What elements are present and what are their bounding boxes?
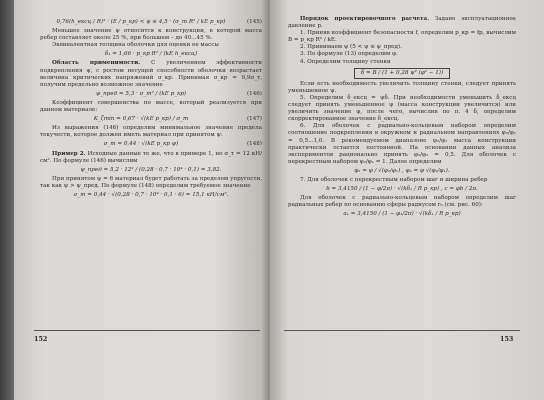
step-4: 4. Определим толщину стенки	[300, 58, 391, 65]
paragraph: Эквивалентная толщина оболочки для оценки ее массы	[52, 42, 219, 49]
paragraph: Меньшее значение ψ относится к конструкции, в которой масса ребер составляет около 25 %, при большем – до 40...45 %.	[40, 28, 262, 42]
equation-148-expression: σ_т = 0,44 · √(kE p_кр ψ)	[103, 141, 179, 148]
equation-145	[40, 19, 262, 26]
equation-147	[40, 116, 262, 123]
paragraph-text: С увеличением эффективности подкрепления ψ, с ростом несущей способности оболочки возрастает величина критических напряжений σ_кр. Принимая σ_кр = 0,9σ_т, получим предельно возможное значение	[40, 60, 263, 88]
example-lead: Пример 2.	[52, 150, 86, 157]
left-page	[14, 0, 266, 400]
right-page-content	[288, 16, 516, 220]
equation-148-number: (148)	[246, 141, 262, 148]
page-number: 152	[34, 335, 48, 343]
paragraph-text: Исходные данные те же, что в примере 1, но σ_т = 12 кН/см². По формуле (146) вычислим	[40, 150, 262, 164]
paragraph-text: Задано эксплуатационное давление p.	[288, 16, 516, 30]
step-5: 5. Определим δ_ексц = ψδ. При необходимости уменьшить δ_ексц следует принять уменьшенное ψ (масса конструкции увеличится) или увеличить значение φ, после чего, вычислив по п. 4 δ, определим скорректированное значение δ_ексц.	[288, 94, 516, 123]
equation-delta1: δ₁ = 1,66 · p_кр R² / (kE h_ексц)	[104, 51, 198, 58]
equation-148	[40, 141, 262, 148]
paragraph: При принятом ψ = 6 материал будет работать за пределом упругости, так как ψ > ψ_пред. По формуле (148) определим требуемое значение	[40, 175, 262, 189]
footer-rule	[284, 330, 520, 331]
step-6: 6. Для оболочек с радиально-кольцевым набором определим соотношение подкрепления в окружном и радиальном направлениях φ₂/φ₁ = 0,5...1,0. В рекомендуемом диапазоне φ₂/φ₁ масса конструкции практически остается постоянной. На основании данных анализа экспериментов рационально принять φ₂/φ₁ = 0,5. Для оболочек с перекрестным набором φ₂/φ₁ = 1. Далее определим	[288, 123, 516, 165]
equation-147-expression: K_ζmin = 0,67 · √(kE p_кр) / σ_т	[93, 116, 189, 123]
equation-delta-box: δ = B / (1 + 0,28 ψ² (φ² − 1))	[354, 68, 450, 79]
footer-rule	[34, 330, 260, 331]
paragraph-example	[40, 151, 262, 165]
equation-a1: a₁ = 3,4150 / (1 − φ₁/2π) · √(kδ₁ / R p_кр)	[343, 211, 461, 218]
equation-147-number: (147)	[246, 116, 262, 123]
calculation-psi: ψ_пред = 5,2 · 12² / (0,28 · 0,7 · 10⁴ · 0,1) = 3,82.	[80, 166, 222, 173]
equation-145-expression: 0,76(h_ексц / R)² · (E / p_кр) < ψ ≤ 4,5 · (σ_т R² / kE p_кр)	[56, 19, 226, 25]
equation-delta	[288, 68, 516, 79]
page-number: 153	[500, 335, 514, 343]
paragraph-procedure	[288, 16, 516, 30]
paragraph: Из выражения (146) определим минимальное значение предела текучести, которое должен иметь материал при принятом ψ:	[40, 125, 262, 139]
equation-146	[40, 91, 262, 98]
equation-146-number: (146)	[246, 90, 262, 97]
right-page	[270, 0, 544, 400]
equation-145-number: (145)	[246, 19, 262, 25]
equation-146-expression: ψ_пред = 5,3 · σ_т² / (kE p_кр)	[95, 90, 187, 97]
step-3: 3. По формуле (13) определим φ.	[300, 51, 398, 58]
step-7: 7. Для оболочек с перекрестным набором шаг и ширина ребер	[300, 176, 488, 183]
paragraph: Если есть необходимость увеличить толщину стенки, следует принять уменьшенное ψ.	[288, 80, 516, 94]
paragraph: Коэффициент совершенства по массе, который реализуется при данном материале:	[40, 99, 262, 114]
equation-phi: φ₁ = φ / √(φ₂/φ₁) , φ₂ = φ √(φ₂/φ₁).	[354, 167, 450, 174]
equation-b: b = 3,4150 / (1 − φ/2π) · √(kδ₁ / R p_кр) , c = φb / 2π.	[326, 186, 478, 193]
left-page-content	[40, 17, 262, 201]
step-1: 1. Приняв коэффициент безопасности f, определим p_кр = fp, вычислим B = p_кр R² / kE.	[288, 30, 516, 44]
section-lead: Область применимости.	[52, 60, 141, 67]
calculation-sigma: σ_т = 0,44 · √(0,28 · 0,7 · 10⁴ · 0,1 · 6) = 15,1 кН/см².	[73, 191, 229, 198]
section-lead: Порядок проектировочного расчета.	[300, 16, 430, 22]
step-2: 2. Принимаем ψ (5 < ψ ≤ ψ_пред).	[300, 44, 402, 51]
paragraph-applicability	[40, 60, 262, 88]
paragraph: Для оболочек с радиально-кольцевым набором определим шаг радиальных ребер по основанию сферы радиусом r₀ (см. рис. 60):	[288, 195, 516, 209]
